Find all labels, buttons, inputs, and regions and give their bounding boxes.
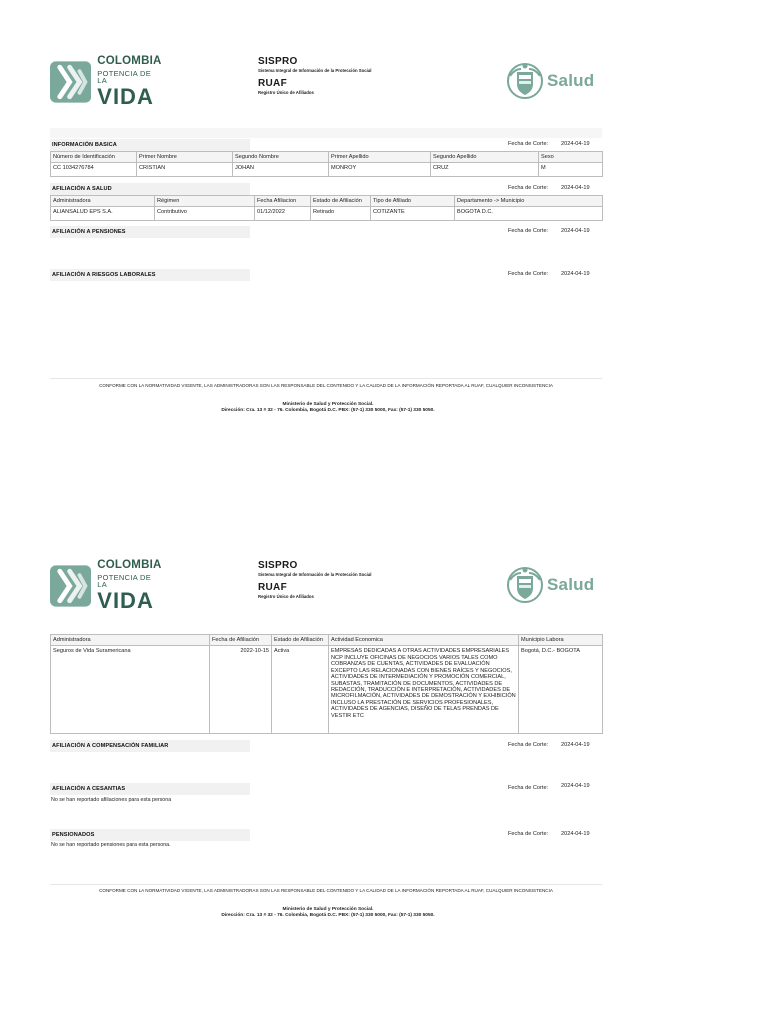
table-cell: Activa [272, 646, 329, 734]
table-cell: Bogotá, D.C.- BOGOTA [519, 646, 603, 734]
ruaf-title: RUAF [258, 78, 287, 89]
section-title: AFILIACIÓN A CESANTIAS [52, 786, 126, 792]
sispro-header [258, 560, 428, 599]
section-pensionados [50, 829, 602, 841]
salud-text: Salud [547, 71, 595, 90]
fecha-corte-value: 2024-04-19 [561, 783, 590, 789]
footer-ministerio: Ministerio de Salud y Protección Social. [282, 907, 374, 912]
table-header-row [51, 635, 603, 646]
table-cell: CRISTIAN [137, 163, 233, 177]
column-header: Municipio Labora [519, 635, 603, 646]
table-cell: COTIZANTE [371, 207, 455, 221]
table-row [51, 646, 603, 734]
table-row [51, 163, 603, 177]
brand-potencia-text: POTENCIA DE LA [97, 572, 151, 590]
afiliacion-salud-table [50, 195, 603, 221]
informacion-basica-table [50, 151, 603, 177]
table-cell: CC 1034276784 [51, 163, 137, 177]
footer-direccion: Dirección: Cra. 13 # 32 - 76. Colombia, Bogotá D.C. PBX: (57-1) 330 5000, Fax: (57-1) 330 5050. [221, 408, 435, 413]
column-header: Estado de Afiliación [272, 635, 329, 646]
fecha-corte-label: Fecha de Corte: [508, 228, 549, 234]
table-cell: CRUZ [431, 163, 539, 177]
table-row [51, 207, 603, 221]
column-header: Administradora [51, 635, 210, 646]
sispro-subtitle: Sistema Integral de Información de la Protección Social [258, 572, 372, 577]
pensionados-note: No se han reportado pensiones para esta persona. [51, 842, 171, 848]
salud-text: Salud [547, 575, 595, 594]
section-informacion-basica [50, 139, 602, 151]
fecha-corte-label: Fecha de Corte: [508, 831, 549, 837]
column-header: Segundo Nombre [233, 152, 329, 163]
sispro-subtitle: Sistema Integral de Información de la Protección Social [258, 68, 372, 73]
brand-vida-text: VIDA [97, 587, 154, 613]
table-cell: ALIANSALUD EPS S.A. [51, 207, 155, 221]
section-title: AFILIACIÓN A COMPENSACIÓN FAMILIAR [52, 743, 169, 749]
ruaf-title: RUAF [258, 582, 287, 593]
section-afiliacion-riesgos [50, 269, 602, 281]
column-header: Tipo de Afiliado [371, 196, 455, 207]
ruaf-subtitle: Registro Único de Afiliados [258, 90, 314, 95]
ruaf-subtitle: Registro Único de Afiliados [258, 594, 314, 599]
brand-vida-text: VIDA [97, 83, 154, 109]
column-header: Estado de Afiliación [311, 196, 371, 207]
fecha-corte-value: 2024-04-19 [561, 271, 590, 277]
section-compensacion-familiar [50, 740, 602, 752]
fecha-corte-value: 2024-04-19 [561, 831, 590, 837]
disclaimer-text: CONFORME CON LA NORMATIVIDAD VIGENTE, LAS ADMINISTRADORAS SON LAS RESPONSABLE DEL CONTENIDO Y LA CALIDAD DE LA INFORMACIÓN REPORTADA AL RUAF, CUALQUIER INCONSISTENCIA [99, 383, 553, 388]
colombia-shield-icon [506, 60, 544, 102]
table-cell: M [539, 163, 603, 177]
section-title: INFORMACIÓN BASICA [52, 142, 117, 148]
brand-colombia-text: COLOMBIA [97, 55, 162, 68]
column-header: Segundo Apellido [431, 152, 539, 163]
footer-direccion: Dirección: Cra. 13 # 32 - 76. Colombia, Bogotá D.C. PBX: (57-1) 330 5000, Fax: (57-1) 330 5050. [221, 913, 435, 918]
cesantias-note: No se han reportado afiliaciones para esta persona [51, 797, 172, 803]
section-cesantias [50, 783, 602, 795]
section-title: AFILIACIÓN A RIESGOS LABORALES [52, 272, 156, 278]
brand-potencia-text: POTENCIA DE LA [97, 68, 151, 86]
table-header-row [51, 152, 603, 163]
column-header: Departamento -> Municipio [455, 196, 603, 207]
table-cell: EMPRESAS DEDICADAS A OTRAS ACTIVIDADES EMPRESARIALES NCP INCLUYE OFICINAS DE NEGOCIOS VARIOS TALES COMO COBRANZAS DE CUENTAS, ACTIVIDADES DE EVALUACIÓN EXCEPTO LAS RELACIONADAS CON BIENES RAÍCES Y NEGOCIOS, ACTIVIDADES DE INTERMEDIACIÓN Y PROMOCIÓN COMERCIAL, SUBASTAS, TRAMITACIÓN DE DOCUMENTOS, ACTIVIDADES DE REDACCIÓN, TRADUCCIÓN E INTERPRETACIÓN, ACTIVIDADES DE MICROFILMACIÓN, ACTIVIDADES DE DEMOSTRACIÓN Y EXHIBICIÓN INCLUSO LA PRESTACIÓN DE SERVICIOS PROFESIONALES, ACTIVIDADES DE AGENCIAS, DISEÑO DE TELAS PRENDAS DE VESTIR ETC [329, 646, 519, 734]
table-cell: Seguros de Vida Suramericana [51, 646, 210, 734]
colombia-potencia-vida-logo [50, 55, 162, 109]
fecha-corte-label: Fecha de Corte: [508, 271, 549, 277]
sispro-title: SISPRO [258, 56, 298, 67]
footer-ministerio: Ministerio de Salud y Protección Social. [282, 402, 374, 407]
colombia-vida-logo-icon [50, 565, 91, 607]
table-cell: 01/12/2022 [255, 207, 311, 221]
fecha-corte-value: 2024-04-19 [561, 742, 590, 748]
table-cell: Retirado [311, 207, 371, 221]
document-page-2 [0, 504, 768, 1024]
column-header: Fecha de Afiliación [210, 635, 272, 646]
fecha-corte-value: 2024-04-19 [561, 228, 590, 234]
section-title: PENSIONADOS [52, 832, 95, 838]
fecha-corte-value: 2024-04-19 [561, 141, 590, 147]
fecha-corte-label: Fecha de Corte: [508, 742, 549, 748]
column-header: Fecha Afiliacion [255, 196, 311, 207]
riesgos-laborales-table [50, 634, 603, 734]
table-cell: JOHAN [233, 163, 329, 177]
table-cell: Contributivo [155, 207, 255, 221]
column-header: Primer Nombre [137, 152, 233, 163]
brand-colombia-text: COLOMBIA [97, 559, 162, 572]
disclaimer-text: CONFORME CON LA NORMATIVIDAD VIGENTE, LAS ADMINISTRADORAS SON LAS RESPONSABLE DEL CONTENIDO Y LA CALIDAD DE LA INFORMACIÓN REPORTADA AL RUAF, CUALQUIER INCONSISTENCIA [99, 888, 553, 893]
section-afiliacion-pensiones [50, 226, 602, 238]
table-cell: BOGOTA D.C. [455, 207, 603, 221]
fecha-corte-label: Fecha de Corte: [508, 185, 549, 191]
sispro-header [258, 56, 428, 95]
table-cell: MONROY [329, 163, 431, 177]
section-afiliacion-salud [50, 183, 602, 195]
column-header: Régimen [155, 196, 255, 207]
fecha-corte-value: 2024-04-19 [561, 185, 590, 191]
column-header: Número de Identificación [51, 152, 137, 163]
salud-logo [506, 60, 594, 102]
fecha-corte-label: Fecha de Corte: [508, 141, 549, 147]
column-header: Sexo [539, 152, 603, 163]
section-title: AFILIACIÓN A PENSIONES [52, 229, 126, 235]
table-header-row [51, 196, 603, 207]
footer-divider [50, 378, 602, 379]
footer-divider [50, 884, 602, 885]
column-header: Administradora [51, 196, 155, 207]
colombia-vida-logo-icon [50, 61, 91, 103]
column-header: Primer Apellido [329, 152, 431, 163]
colombia-shield-icon [506, 564, 544, 606]
column-header: Actividad Economica [329, 635, 519, 646]
sispro-title: SISPRO [258, 560, 298, 571]
fecha-corte-label: Fecha de Corte: [508, 785, 549, 791]
colombia-potencia-vida-logo [50, 559, 162, 613]
section-title: AFILIACIÓN A SALUD [52, 186, 112, 192]
top-band [50, 128, 602, 138]
salud-logo [506, 564, 594, 606]
table-cell: 2022-10-15 [210, 646, 272, 734]
